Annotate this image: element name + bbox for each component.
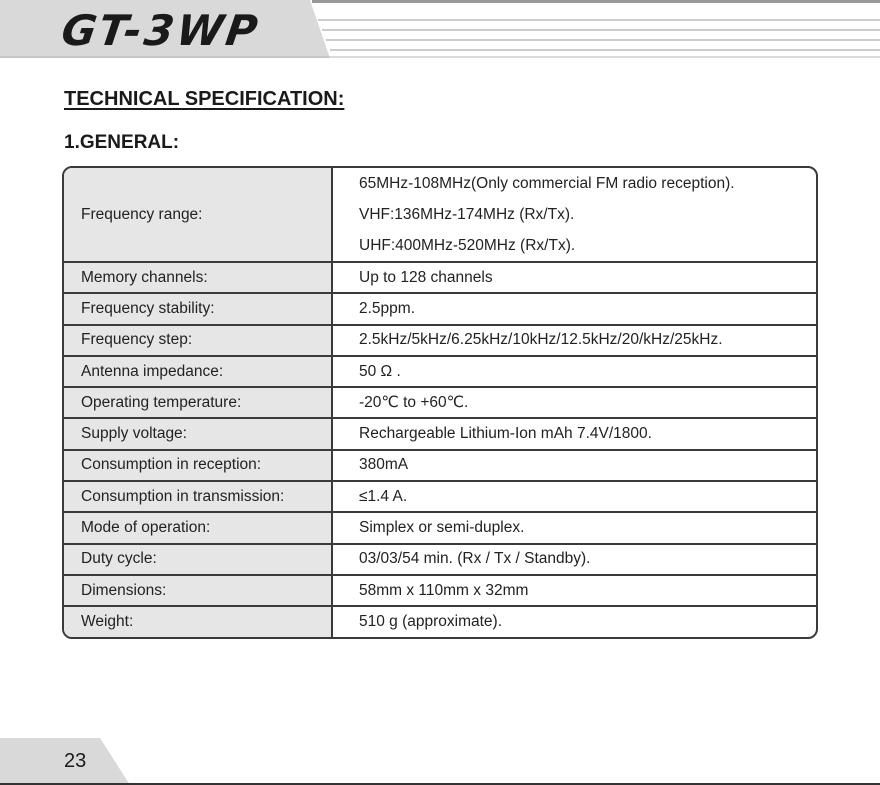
spec-label: Dimensions: — [64, 576, 333, 605]
table-row — [64, 261, 816, 292]
spec-value: Rechargeable Lithium-Ion mAh 7.4V/1800. — [359, 425, 652, 443]
table-row — [64, 543, 816, 574]
table-row — [64, 386, 816, 417]
spec-value: 2.5ppm. — [359, 299, 416, 317]
spec-value: 380mA — [359, 456, 409, 474]
spec-value: 510 g (approximate). — [359, 612, 503, 630]
table-row — [64, 417, 816, 448]
spec-value — [333, 168, 816, 261]
table-row — [64, 511, 816, 542]
spec-value: -20℃ to +60℃. — [359, 394, 469, 412]
spec-value: Up to 128 channels — [359, 268, 493, 286]
spec-value: 58mm x 110mm x 32mm — [359, 581, 529, 599]
spec-label: Consumption in transmission: — [64, 482, 333, 511]
spec-label: Consumption in reception: — [64, 451, 333, 480]
section-title: TECHNICAL SPECIFICATION: — [64, 88, 345, 110]
spec-value: Simplex or semi-duplex. — [359, 519, 525, 537]
spec-label: Frequency range: — [64, 168, 333, 261]
table-row — [64, 574, 816, 605]
brand-logo: GT-3WP — [58, 6, 264, 55]
spec-value: 2.5kHz/5kHz/6.25kHz/10kHz/12.5kHz/20/kHz/25kHz. — [359, 331, 723, 349]
subsection-title: 1.GENERAL: — [64, 132, 180, 153]
spec-label: Operating temperature: — [64, 388, 333, 417]
spec-value: 50 Ω . — [359, 362, 401, 380]
spec-value-line: UHF:400MHz-520MHz (Rx/Tx). — [359, 237, 576, 254]
table-row — [64, 605, 816, 636]
table-row — [64, 449, 816, 480]
page-number: 23 — [64, 750, 87, 772]
table-row — [64, 292, 816, 323]
table-row — [64, 355, 816, 386]
table-row — [64, 480, 816, 511]
spec-label: Memory channels: — [64, 263, 333, 292]
spec-label: Antenna impedance: — [64, 357, 333, 386]
spec-label: Weight: — [64, 607, 333, 636]
spec-value: 03/03/54 min. (Rx / Tx / Standby). — [359, 550, 591, 568]
spec-label: Supply voltage: — [64, 419, 333, 448]
spec-value-line: VHF:136MHz-174MHz (Rx/Tx). — [359, 206, 575, 223]
spec-table — [62, 166, 818, 639]
spec-label: Mode of operation: — [64, 513, 333, 542]
spec-value: ≤1.4 A. — [359, 487, 408, 505]
spec-label: Frequency stability: — [64, 294, 333, 323]
table-row — [64, 324, 816, 355]
spec-label: Frequency step: — [64, 326, 333, 355]
footer-band — [0, 738, 880, 785]
spec-label: Duty cycle: — [64, 545, 333, 574]
table-row — [64, 168, 816, 261]
spec-value-line: 65MHz-108MHz(Only commercial FM radio reception). — [359, 175, 735, 192]
